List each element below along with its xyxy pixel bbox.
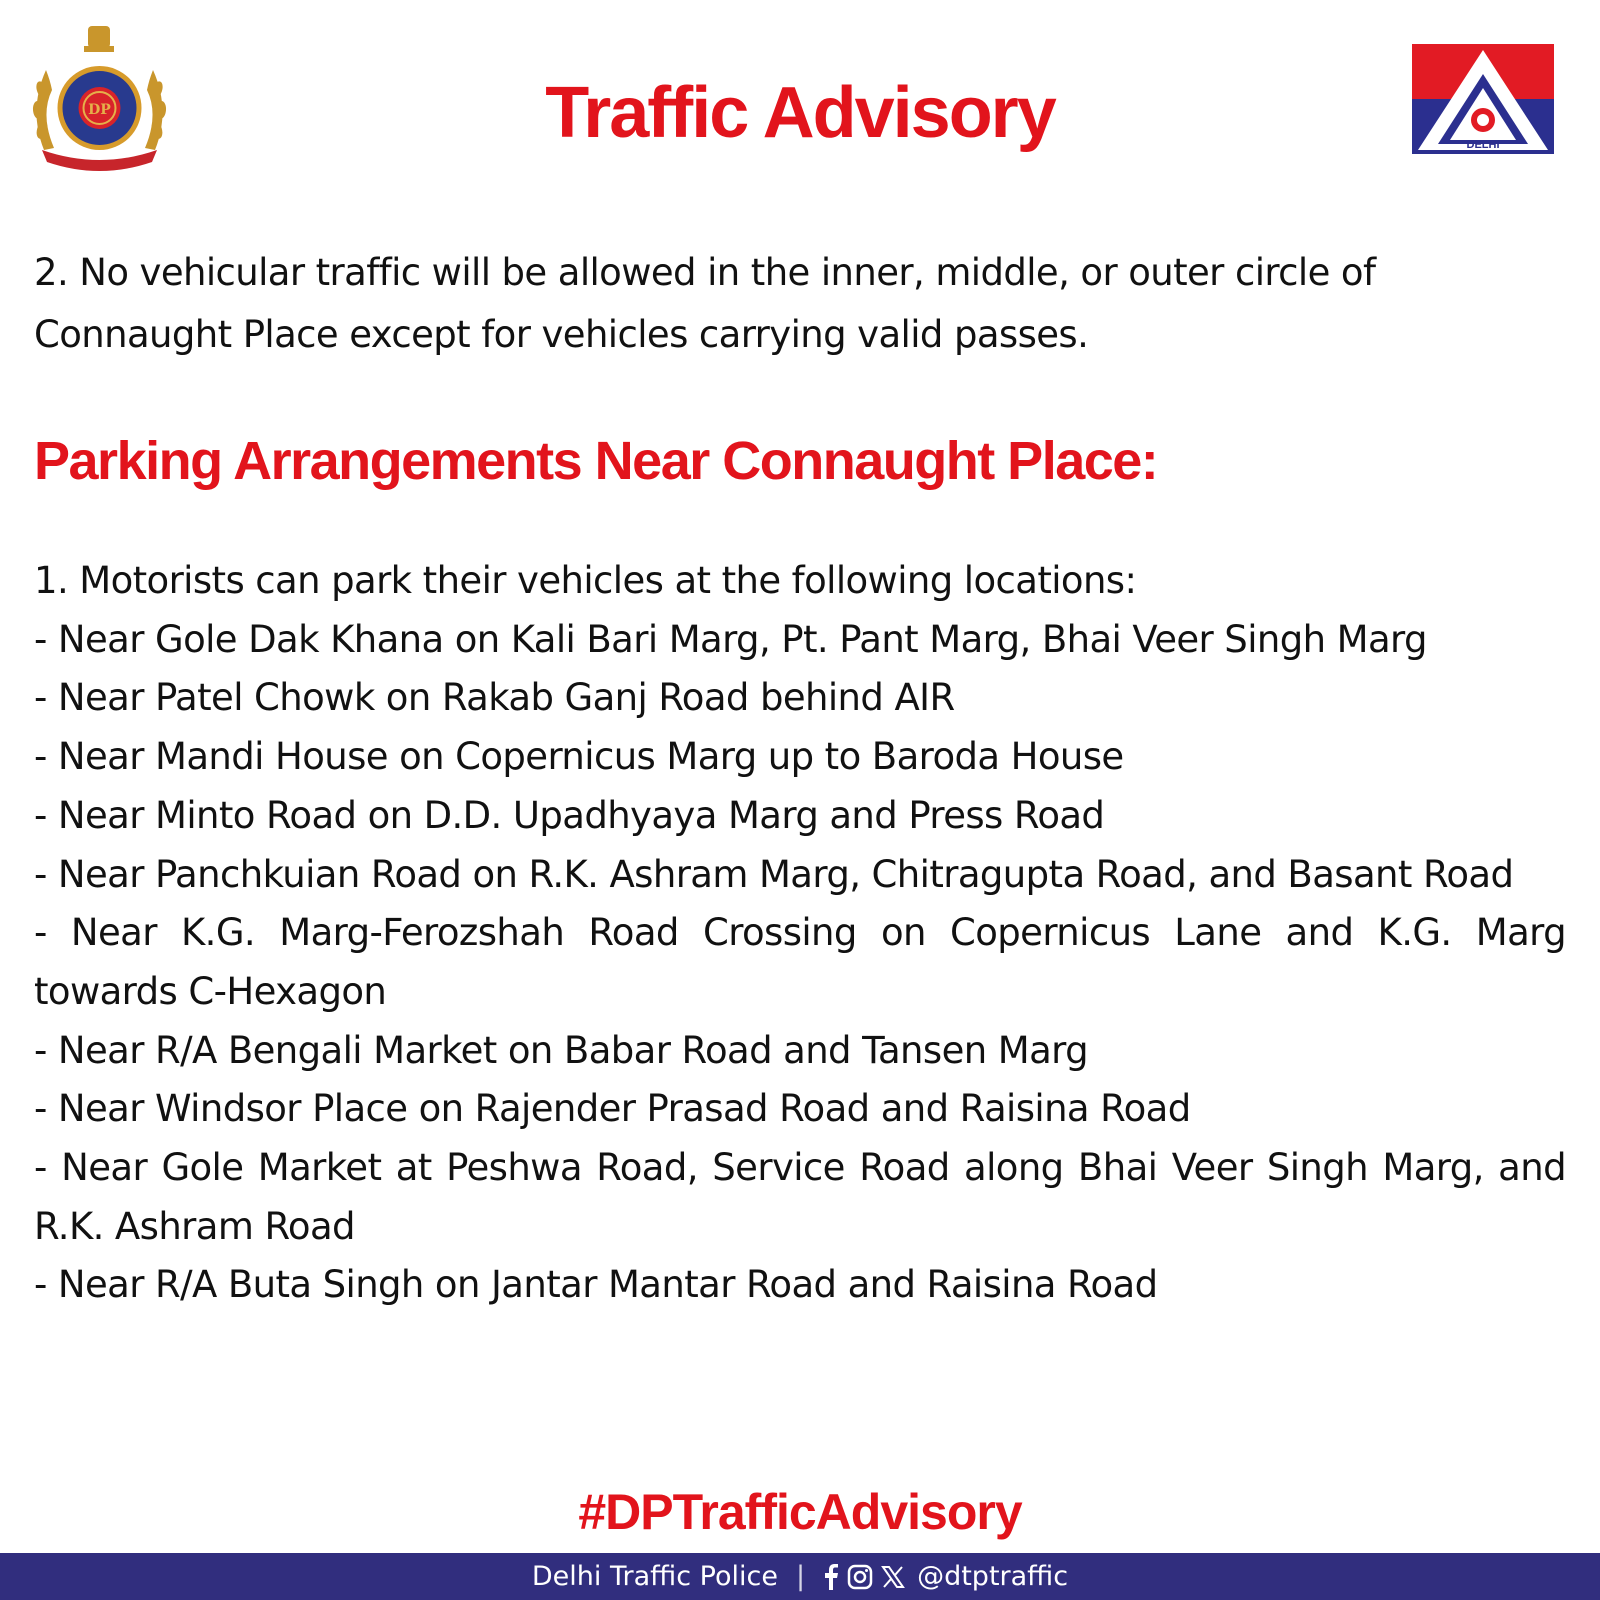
list-item: - Near Gole Market at Peshwa Road, Service Road along Bhai Veer Singh Marg, and R.K. Ashram Road bbox=[34, 1146, 1566, 1248]
list-item: - Near Windsor Place on Rajender Prasad Road and Raisina Road bbox=[34, 1087, 1191, 1131]
notice-paragraph: 2. No vehicular traffic will be allowed in the inner, middle, or outer circle of Connaught Place except for vehicles carrying valid passes. bbox=[34, 251, 1376, 356]
footer bbox=[0, 1553, 1600, 1600]
parking-intro: 1. Motorists can park their vehicles at the following locations: bbox=[34, 559, 1137, 602]
notice-section bbox=[34, 242, 1566, 366]
list-item: - Near Gole Dak Khana on Kali Bari Marg, Pt. Pant Marg, Bhai Veer Singh Marg bbox=[34, 617, 1427, 661]
svg-text:DP: DP bbox=[88, 102, 111, 118]
social-icons bbox=[823, 1564, 905, 1590]
list-item: - Near R/A Bengali Market on Babar Road and Tansen Marg bbox=[34, 1028, 1088, 1072]
footer-handle[interactable]: @dtptraffic bbox=[917, 1561, 1069, 1592]
footer-org: Delhi Traffic Police bbox=[531, 1561, 778, 1592]
header bbox=[0, 0, 1600, 200]
hashtag[interactable]: #DPTrafficAdvisory bbox=[578, 1484, 1022, 1540]
x-icon[interactable] bbox=[881, 1565, 905, 1589]
list-item: - Near Mandi House on Copernicus Marg up to Baroda House bbox=[34, 735, 1124, 779]
instagram-icon[interactable] bbox=[847, 1564, 873, 1590]
parking-heading: Parking Arrangements Near Connaught Place: bbox=[34, 431, 1158, 491]
facebook-icon[interactable] bbox=[823, 1564, 839, 1590]
list-item: - Near Minto Road on D.D. Upadhyaya Marg and Press Road bbox=[34, 793, 1105, 837]
footer-separator: | bbox=[795, 1561, 806, 1592]
list-item: - Near R/A Buta Singh on Jantar Mantar Road and Raisina Road bbox=[34, 1263, 1158, 1307]
list-item: - Near K.G. Marg-Ferozshah Road Crossing on Copernicus Lane and K.G. Marg towards C-Hexagon bbox=[34, 911, 1566, 1013]
list-item: - Near Patel Chowk on Rakab Ganj Road behind AIR bbox=[34, 676, 955, 720]
parking-list bbox=[34, 552, 1566, 1315]
page-title: Traffic Advisory bbox=[545, 73, 1055, 153]
svg-text:DELHI: DELHI bbox=[1466, 139, 1500, 151]
list-item: - Near Panchkuian Road on R.K. Ashram Marg, Chitragupta Road, and Basant Road bbox=[34, 852, 1514, 896]
traffic-police-delhi-logo bbox=[1412, 44, 1554, 154]
